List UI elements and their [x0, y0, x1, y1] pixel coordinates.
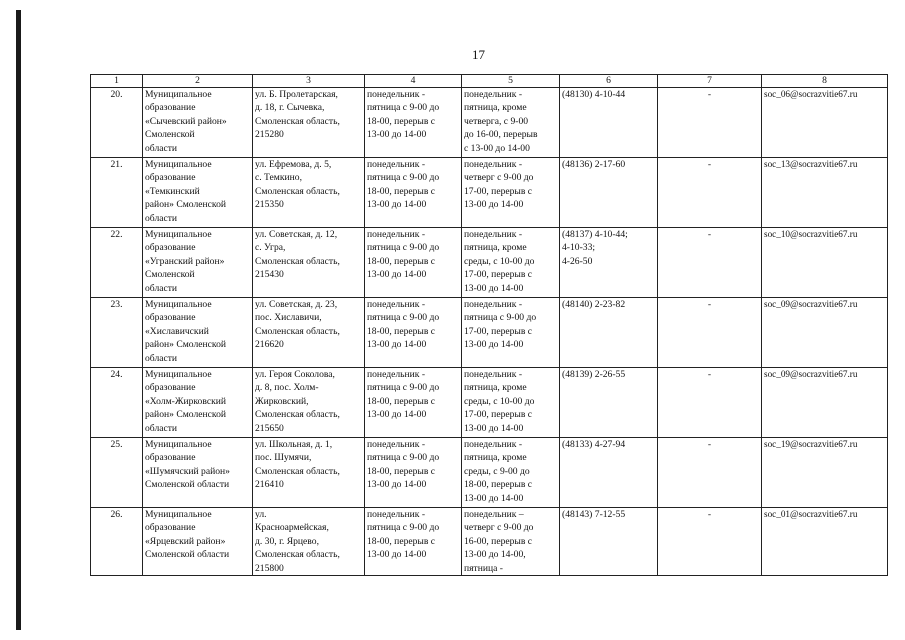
table-row — [91, 158, 888, 228]
header-cell-2: 2 — [143, 75, 253, 88]
municipality-name: Муниципальное образование «Сычевский район» Смоленской области — [143, 88, 253, 158]
phone: (48137) 4-10-44; 4-10-33; 4-26-50 — [560, 228, 658, 298]
row-number: 26. — [91, 508, 143, 576]
row-number: 24. — [91, 368, 143, 438]
table-row — [91, 368, 888, 438]
column-7-value: - — [658, 438, 762, 508]
work-hours: понедельник - пятница, кроме четверга, с 9-00 до 16-00, перерыв с 13-00 до 14-00 — [462, 88, 560, 158]
row-number: 21. — [91, 158, 143, 228]
address: ул. Б. Пролетарская, д. 18, г. Сычевка, Смоленская область, 215280 — [253, 88, 365, 158]
municipality-name: Муниципальное образование «Угранский район» Смоленской области — [143, 228, 253, 298]
page-number: 17 — [472, 47, 485, 62]
row-number: 23. — [91, 298, 143, 368]
phone: (48143) 7-12-55 — [560, 508, 658, 576]
table-row — [91, 508, 888, 576]
institutions-table — [90, 74, 888, 576]
header-cell-1: 1 — [91, 75, 143, 88]
work-hours: понедельник - пятница с 9-00 до 17-00, перерыв с 13-00 до 14-00 — [462, 298, 560, 368]
email: soc_10@socrazvitie67.ru — [762, 228, 888, 298]
row-number: 25. — [91, 438, 143, 508]
header-cell-4: 4 — [365, 75, 462, 88]
municipality-name: Муниципальное образование «Хиславичский район» Смоленской области — [143, 298, 253, 368]
work-hours: понедельник - четверг с 9-00 до 17-00, перерыв с 13-00 до 14-00 — [462, 158, 560, 228]
municipality-name: Муниципальное образование «Холм-Жирковский район» Смоленской области — [143, 368, 253, 438]
reception-hours: понедельник - пятница с 9-00 до 18-00, перерыв с 13-00 до 14-00 — [365, 508, 462, 576]
column-7-value: - — [658, 368, 762, 438]
column-7-value: - — [658, 158, 762, 228]
header-row — [91, 75, 888, 88]
column-7-value: - — [658, 88, 762, 158]
phone: (48139) 2-26-55 — [560, 368, 658, 438]
address: ул. Советская, д. 23, пос. Хиславичи, Смоленская область, 216620 — [253, 298, 365, 368]
municipality-name: Муниципальное образование «Ярцевский район» Смоленской области — [143, 508, 253, 576]
column-7-value: - — [658, 508, 762, 576]
email: soc_13@socrazvitie67.ru — [762, 158, 888, 228]
phone: (48140) 2-23-82 — [560, 298, 658, 368]
header-cell-3: 3 — [253, 75, 365, 88]
row-number: 20. — [91, 88, 143, 158]
header-cell-6: 6 — [560, 75, 658, 88]
reception-hours: понедельник - пятница с 9-00 до 18-00, перерыв с 13-00 до 14-00 — [365, 368, 462, 438]
table-row — [91, 438, 888, 508]
address: ул. Ефремова, д. 5, с. Темкино, Смоленская область, 215350 — [253, 158, 365, 228]
email: soc_06@socrazvitie67.ru — [762, 88, 888, 158]
reception-hours: понедельник - пятница с 9-00 до 18-00, перерыв с 13-00 до 14-00 — [365, 298, 462, 368]
municipality-name: Муниципальное образование «Темкинский район» Смоленской области — [143, 158, 253, 228]
address: ул. Красноармейская, д. 30, г. Ярцево, Смоленская область, 215800 — [253, 508, 365, 576]
email: soc_01@socrazvitie67.ru — [762, 508, 888, 576]
reception-hours: понедельник - пятница с 9-00 до 18-00, перерыв с 13-00 до 14-00 — [365, 158, 462, 228]
work-hours: понедельник – четверг с 9-00 до 16-00, перерыв с 13-00 до 14-00, пятница - — [462, 508, 560, 576]
reception-hours: понедельник - пятница с 9-00 до 18-00, перерыв с 13-00 до 14-00 — [365, 438, 462, 508]
address: ул. Советская, д. 12, с. Угра, Смоленская область, 215430 — [253, 228, 365, 298]
header-cell-8: 8 — [762, 75, 888, 88]
header-cell-5: 5 — [462, 75, 560, 88]
email: soc_09@socrazvitie67.ru — [762, 368, 888, 438]
header-cell-7: 7 — [658, 75, 762, 88]
table-row — [91, 228, 888, 298]
municipality-name: Муниципальное образование «Шумячский район» Смоленской области — [143, 438, 253, 508]
reception-hours: понедельник - пятница с 9-00 до 18-00, перерыв с 13-00 до 14-00 — [365, 228, 462, 298]
phone: (48136) 2-17-60 — [560, 158, 658, 228]
address: ул. Героя Соколова, д. 8, пос. Холм- Жирковский, Смоленская область, 215650 — [253, 368, 365, 438]
phone: (48130) 4-10-44 — [560, 88, 658, 158]
phone: (48133) 4-27-94 — [560, 438, 658, 508]
table-row — [91, 88, 888, 158]
email: soc_19@socrazvitie67.ru — [762, 438, 888, 508]
table-row — [91, 298, 888, 368]
work-hours: понедельник - пятница, кроме среды, с 10-00 до 17-00, перерыв с 13-00 до 14-00 — [462, 228, 560, 298]
email: soc_09@socrazvitie67.ru — [762, 298, 888, 368]
reception-hours: понедельник - пятница с 9-00 до 18-00, перерыв с 13-00 до 14-00 — [365, 88, 462, 158]
column-7-value: - — [658, 298, 762, 368]
scan-edge-bar — [16, 10, 21, 630]
row-number: 22. — [91, 228, 143, 298]
address: ул. Школьная, д. 1, пос. Шумячи, Смоленская область, 216410 — [253, 438, 365, 508]
work-hours: понедельник - пятница, кроме среды, с 10-00 до 17-00, перерыв с 13-00 до 14-00 — [462, 368, 560, 438]
work-hours: понедельник - пятница, кроме среды, с 9-00 до 18-00, перерыв с 13-00 до 14-00 — [462, 438, 560, 508]
column-7-value: - — [658, 228, 762, 298]
